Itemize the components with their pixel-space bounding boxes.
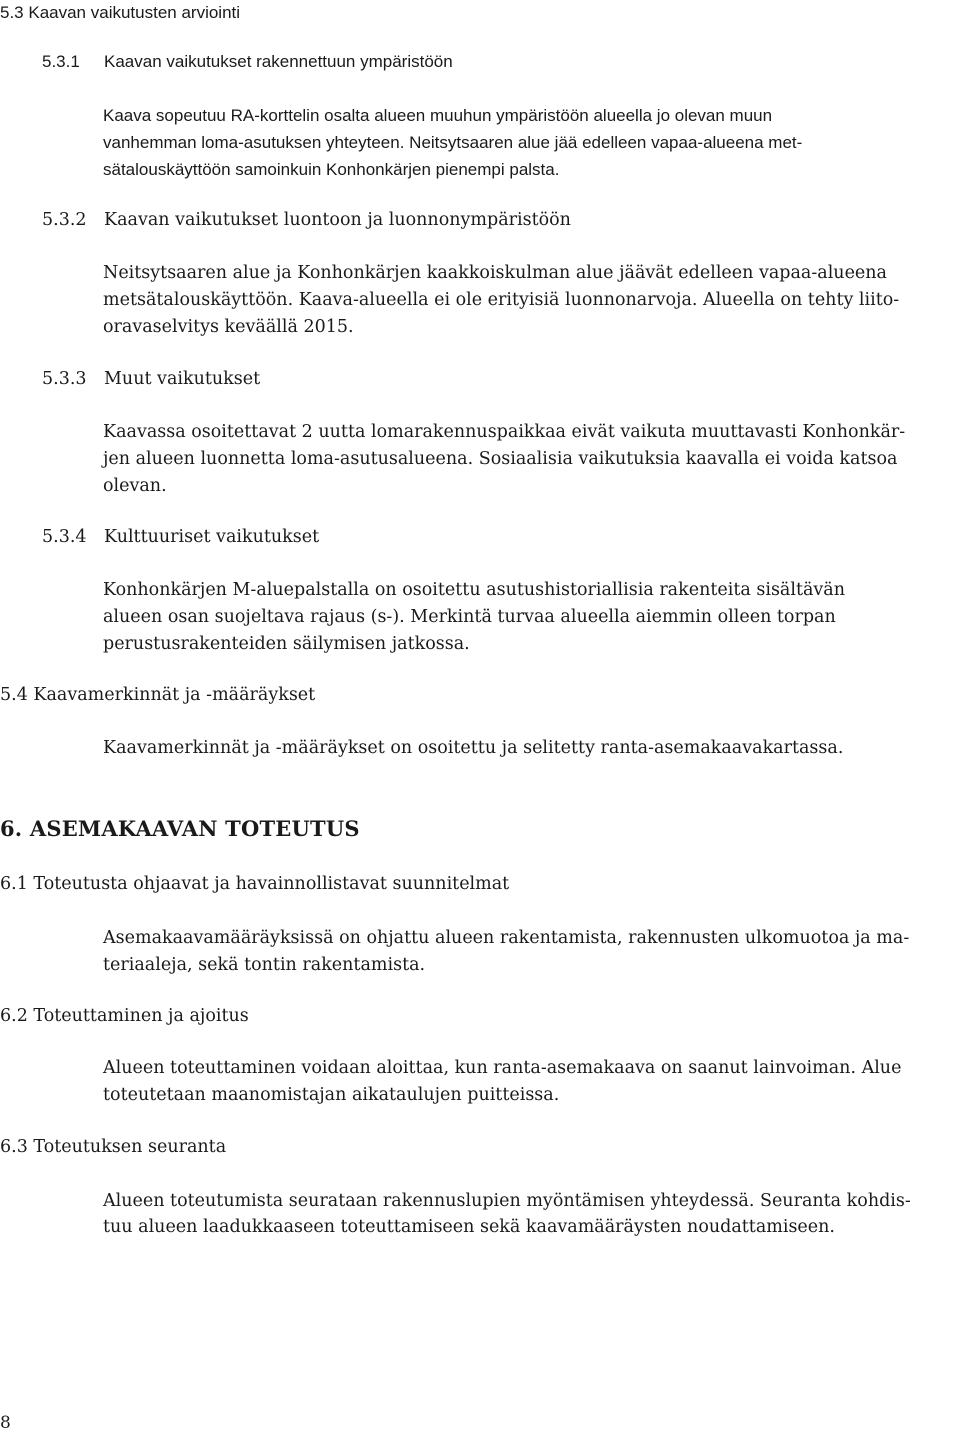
subsection-title: Kulttuuriset vaikutukset (104, 527, 320, 547)
paragraph-line: Asemakaavamääräyksissä on ohjattu alueen rakentamista, rakennusten ulkomuotoa ja ma- (103, 928, 910, 948)
section-heading-6-1: 6.1 Toteutusta ohjaavat ja havainnollistavat suunnitelmat (0, 874, 510, 894)
paragraph-line: Alueen toteuttaminen voidaan aloittaa, kun ranta-asemakaava on saanut lainvoiman. Alue (103, 1058, 902, 1078)
subsection-title: Kaavan vaikutukset rakennettuun ympäristöön (104, 52, 453, 71)
paragraph-line: teriaaleja, sekä tontin rakentamista. (103, 955, 426, 975)
paragraph-line: vanhemman loma-asutuksen yhteyteen. Neitsytsaaren alue jää edelleen vapaa-alueena met- (103, 133, 803, 152)
paragraph-line: olevan. (103, 476, 167, 496)
paragraph-line: oravaselvitys keväällä 2015. (103, 317, 354, 337)
subsection-heading-5-3-3 (42, 366, 260, 392)
paragraph-line: tuu alueen laadukkaaseen toteuttamiseen sekä kaavamääräysten noudattamiseen. (103, 1217, 835, 1237)
subsection-heading-5-3-2 (42, 207, 571, 233)
paragraph-line: toteutetaan maanomistajan aikataulujen puitteissa. (103, 1085, 560, 1105)
page-number: 8 (0, 1413, 11, 1433)
chapter-heading-6: 6. ASEMAKAAVAN TOTEUTUS (0, 816, 360, 841)
section-heading-6-2: 6.2 Toteuttaminen ja ajoitus (0, 1006, 249, 1026)
section-heading-6-3: 6.3 Toteutuksen seuranta (0, 1137, 227, 1157)
subsection-title: Kaavan vaikutukset luontoon ja luonnonympäristöön (104, 210, 571, 230)
section-heading-5-4: 5.4 Kaavamerkinnät ja -määräykset (0, 685, 316, 705)
subsection-number: 5.3.2 (42, 210, 87, 230)
subsection-number: 5.3.1 (42, 52, 80, 71)
paragraph-line: perustusrakenteiden säilymisen jatkossa. (103, 634, 470, 654)
paragraph-line: metsätalouskäyttöön. Kaava-alueella ei ole erityisiä luonnonarvoja. Alueella on tehty liito- (103, 290, 900, 310)
section-heading-5-3: 5.3 Kaavan vaikutusten arviointi (0, 3, 241, 22)
paragraph-line: Neitsytsaaren alue ja Konhonkärjen kaakkoiskulman alue jäävät edelleen vapaa-alueena (103, 263, 887, 283)
paragraph-line: Kaavamerkinnät ja -määräykset on osoitettu ja selitetty ranta-asemakaavakartassa. (103, 738, 844, 758)
subsection-number: 5.3.4 (42, 527, 87, 547)
paragraph-line: Konhonkärjen M-aluepalstalla on osoitettu asutushistoriallisia rakenteita sisältävän (103, 580, 846, 600)
paragraph-line: jen alueen luonnetta loma-asutusalueena. Sosiaalisia vaikutuksia kaavalla ei voida katsoa (103, 449, 898, 469)
subsection-heading-5-3-4 (42, 524, 319, 550)
subsection-heading-5-3-1 (42, 49, 453, 75)
paragraph-line: Alueen toteutumista seurataan rakennuslupien myöntämisen yhteydessä. Seuranta kohdis- (103, 1191, 911, 1211)
paragraph-line: sätalouskäyttöön samoinkuin Konhonkärjen pienempi palsta. (103, 160, 560, 179)
subsection-number: 5.3.3 (42, 369, 87, 389)
paragraph-line: Kaavassa osoitettavat 2 uutta lomarakennuspaikkaa eivät vaikuta muuttavasti Konhonkär- (103, 422, 906, 442)
paragraph-line: Kaava sopeutuu RA-korttelin osalta alueen muuhun ympäristöön alueella jo olevan muun (103, 106, 773, 125)
subsection-title: Muut vaikutukset (104, 369, 261, 389)
paragraph-line: alueen osan suojeltava rajaus (s-). Merkintä turvaa alueella aiemmin olleen torpan (103, 607, 836, 627)
